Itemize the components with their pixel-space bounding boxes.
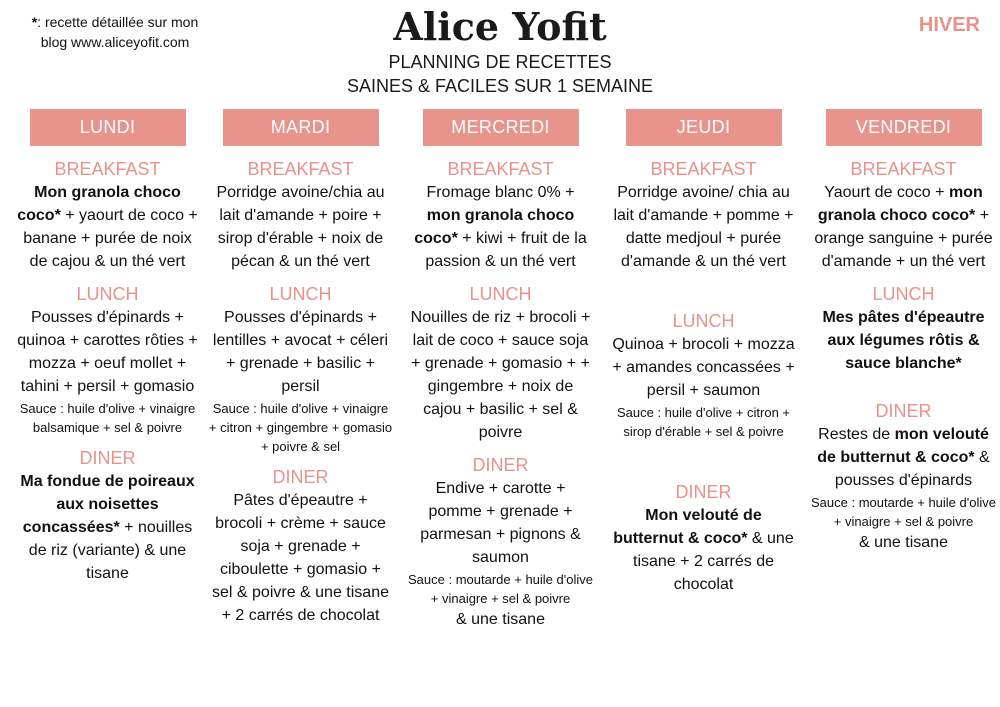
- diner-tail: & une tisane: [456, 611, 545, 628]
- day-column-mardi: [208, 109, 393, 627]
- diner-tail: & une tisane: [859, 534, 948, 551]
- brand-title: Alice Yofit: [393, 4, 607, 49]
- meal-text: + nouilles de riz (variante) & une tisane: [28, 519, 193, 582]
- recipe-link: mon granola choco coco*: [414, 207, 575, 247]
- day-header: LUNDI: [30, 109, 186, 146]
- breakfast-desc: [408, 181, 593, 273]
- day-header: JEUDI: [626, 109, 782, 146]
- diner-desc: Endive + carotte + pomme + grenade + parmesan + pignons & saumon: [420, 480, 581, 566]
- lunch-title: LUNCH: [672, 311, 735, 331]
- recipe-link: Ma fondue de poireaux aux noisettes concassées*: [20, 473, 195, 536]
- lunch-title: LUNCH: [76, 284, 139, 304]
- recipe-link: Mon velouté de butternut & coco*: [613, 507, 762, 547]
- day-column-jeudi: [611, 109, 796, 596]
- diner-sauce: Sauce : moutarde + huile d'olive + vinaigre + sel & poivre: [811, 495, 996, 529]
- breakfast-desc: [15, 181, 200, 273]
- lunch-sauce: Sauce : huile d'olive + citron + sirop d'érable + sel & poivre: [616, 405, 791, 439]
- meal-text: Fromage blanc 0% +: [426, 184, 575, 201]
- diner-title: DINER: [875, 401, 932, 421]
- day-column-mercredi: [408, 109, 593, 631]
- diner-desc: [15, 470, 200, 585]
- day-header: MERCREDI: [423, 109, 579, 146]
- recipe-link: Mes pâtes d'épeautre aux légumes rôtis & sauce blanche*: [822, 309, 985, 372]
- lunch-desc: Nouilles de riz + brocoli + lait de coco + sauce soja + grenade + gomasio + + gingembre + noix de cajou + basilic + sel & poivre: [410, 309, 591, 441]
- diner-title: DINER: [472, 455, 529, 475]
- diner-title: DINER: [79, 448, 136, 468]
- diner-desc: Pâtes d'épeautre + brocoli + crème + sauce soja + grenade + ciboulette + gomasio + sel & poivre & une tisane + 2 carrés de chocolat: [212, 492, 389, 624]
- footnote: [20, 12, 210, 52]
- breakfast-desc: Porridge avoine/chia au lait d'amande + poire + sirop d'érable + noix de pécan & un thé vert: [216, 184, 385, 270]
- meal-text: Yaourt de coco +: [824, 184, 949, 201]
- diner-title: DINER: [675, 482, 732, 502]
- subtitle-line-1: PLANNING DE RECETTES: [388, 52, 612, 72]
- breakfast-title: BREAKFAST: [850, 159, 957, 179]
- footnote-text: : recette détaillée sur mon blog www.aliceyofit.com: [37, 14, 199, 50]
- subtitle-line-2: SAINES & FACILES SUR 1 SEMAINE: [346, 76, 654, 96]
- recipe-link: Mon granola choco coco*: [17, 184, 181, 224]
- breakfast-title: BREAKFAST: [54, 159, 161, 179]
- diner-desc: [811, 423, 996, 492]
- lunch-title: LUNCH: [872, 284, 935, 304]
- lunch-title: LUNCH: [469, 284, 532, 304]
- diner-title: DINER: [272, 467, 329, 487]
- lunch-sauce: Sauce : huile d'olive + vinaigre + citron + gingembre + gomasio + poivre & sel: [208, 401, 393, 454]
- page-subtitle: [300, 50, 700, 98]
- meal-text: + orange sanguine + purée d'amande + un thé vert: [814, 207, 993, 270]
- day-column-vendredi: [811, 109, 996, 554]
- diner-desc: [611, 504, 796, 596]
- day-header: VENDREDI: [826, 109, 982, 146]
- footnote-star: *: [31, 14, 38, 30]
- meal-text: + yaourt de coco + banane + purée de noix de cajou & un thé vert: [23, 207, 198, 270]
- breakfast-title: BREAKFAST: [650, 159, 757, 179]
- meal-text: Restes de: [818, 426, 895, 443]
- recipe-link: mon velouté de butternut & coco*: [817, 426, 989, 466]
- meal-text: & pousses d'épinards: [834, 449, 990, 489]
- day-header: MARDI: [223, 109, 379, 146]
- recipe-link: mon granola choco coco*: [817, 184, 983, 224]
- breakfast-desc: [811, 181, 996, 273]
- lunch-desc: Pousses d'épinards + lentilles + avocat + céleri + grenade + basilic + persil: [212, 309, 389, 395]
- diner-sauce: Sauce : moutarde + huile d'olive + vinaigre + sel & poivre: [408, 572, 593, 606]
- lunch-sauce: Sauce : huile d'olive + vinaigre balsamique + sel & poivre: [19, 401, 196, 435]
- season-label: HIVER: [918, 14, 980, 36]
- lunch-desc: [811, 306, 996, 375]
- meal-text: + kiwi + fruit de la passion & un thé vert: [425, 230, 587, 270]
- lunch-title: LUNCH: [269, 284, 332, 304]
- lunch-desc: Pousses d'épinards + quinoa + carottes rôties + mozza + oeuf mollet + tahini + persil + gomasio: [17, 309, 198, 395]
- breakfast-desc: Porridge avoine/ chia au lait d'amande + pomme + datte medjoul + purée d'amande & un thé vert: [613, 184, 794, 270]
- breakfast-title: BREAKFAST: [447, 159, 554, 179]
- breakfast-title: BREAKFAST: [247, 159, 354, 179]
- day-column-lundi: [15, 109, 200, 585]
- meal-text: & une tisane + 2 carrés de chocolat: [633, 530, 794, 593]
- lunch-desc: Quinoa + brocoli + mozza + amandes concassées + persil + saumon: [612, 336, 795, 399]
